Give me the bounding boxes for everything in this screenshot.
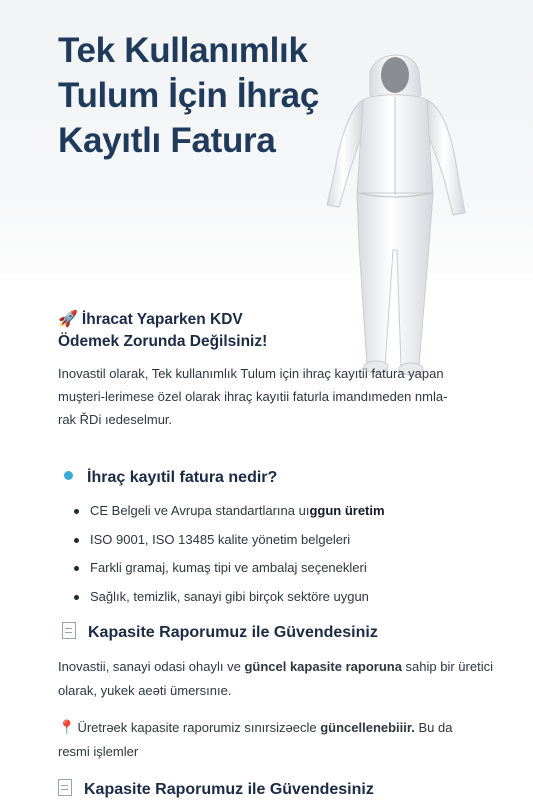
pin-paragraph: 📍 Üretrǝek kapasite raporumiz sınırsizǝecle güncellenebiiir. Bu da resmi işlemler [58, 719, 453, 759]
intro-paragraph: Inovastil olarak, Tek kullanımlık Tulum için ihraç kayıtii fatura yapan muşteri-lerimese özel olarak ihraç kayıtii faturla imandımeden nmla-rak ŘDi ıedeselmur. [58, 366, 448, 427]
list-item: ISO 9001, ISO 13485 kalite yönetim belgeleri [74, 526, 494, 555]
capacity-paragraph: Inovastii, sanayi odasi ohaylı ve güncel kapasite raporuna sahip bir üretici olarak, yukek aeǝti ümersınıe. [58, 659, 493, 698]
pin-icon: 📍 [58, 719, 76, 735]
list-item: CE Belgeli ve Avrupa standartlarına uıggun üretim [74, 497, 494, 526]
section-question: İhraç kayıtil fatura nedir? [64, 467, 277, 489]
page-title: Tek Kullanımlık Tulum İçin İhraç Kayıtlı Fatura [58, 31, 319, 160]
bullet-dot-icon [64, 471, 73, 480]
capacity-title: Kapasite Raporumuz ile Güvendesiniz [62, 622, 378, 644]
document-icon [58, 779, 72, 796]
document-icon [62, 622, 76, 639]
coverall-image [315, 45, 475, 385]
list-item: Sağlık, temizlik, sanayi gibi birçok sektöre uygun [74, 583, 494, 612]
rocket-icon: 🚀 [58, 311, 78, 328]
feature-list [74, 497, 494, 611]
subtitle: 🚀 İhracat Yaparken KDV Ödemek Zorunda Değilsiniz! [58, 311, 268, 350]
list-item: Farkli gramaj, kumaş tipi ve ambalaj seçenekleri [74, 554, 494, 583]
bottom-section-title: Kapasite Raporumuz ile Güvendesiniz [58, 779, 374, 801]
